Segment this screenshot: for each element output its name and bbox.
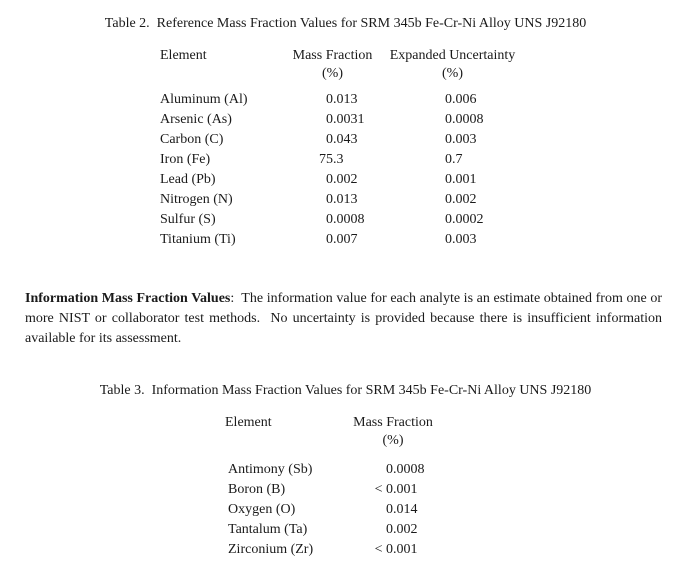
uncertainty-value: 0 .003 (445, 132, 477, 147)
mass-fraction-value: 0 .014 (386, 502, 418, 517)
element-name: Nitrogen (N) (160, 192, 233, 207)
table-row (0, 520, 673, 540)
mass-fraction-value: 0 .013 (326, 92, 358, 107)
table3-header-units-row (0, 432, 673, 450)
element-name: Oxygen (O) (228, 502, 296, 517)
paragraph-bold-label: Information Mass Fraction Values (25, 291, 231, 306)
element-name: Lead (Pb) (160, 172, 216, 187)
mass-fraction-value: 0 .0031 (326, 112, 365, 127)
table-row (0, 230, 673, 250)
table3-column-header-element: Element (225, 415, 272, 430)
mass-fraction-value: 0 .013 (326, 192, 358, 207)
element-name: Carbon (C) (160, 132, 224, 147)
information-paragraph (25, 289, 666, 349)
element-name: Titanium (Ti) (160, 232, 236, 247)
uncertainty-value: 0 .0002 (445, 212, 484, 227)
mass-fraction-value: 75 .3 (319, 152, 344, 167)
element-name: Sulfur (S) (160, 212, 216, 227)
table3-element-unit-spacer (225, 432, 343, 450)
uncertainty-value: 0 .0008 (445, 112, 484, 127)
element-name: Tantalum (Ta) (228, 522, 308, 537)
table3-column-header-mass-fraction: Mass Fraction (353, 415, 433, 430)
element-name: Zirconium (Zr) (228, 542, 314, 557)
paragraph-text: : The information value for each analyte is an estimate obtained from one or more NIST or collaborator test methods. No uncertainty is provided because there is insufficient information available for its assessment. (25, 291, 666, 346)
mass-fraction-value: 0 .0008 (326, 212, 365, 227)
table2-header-units-row (0, 65, 673, 83)
table-row (0, 150, 673, 170)
table3-header-row (0, 414, 673, 432)
table2-title: Table 2. Reference Mass Fraction Values for SRM 345b Fe-Cr-Ni Alloy UNS J92180 (104, 16, 587, 31)
mass-fraction-value: < 0 .001 (374, 482, 418, 497)
table-row (0, 130, 673, 150)
element-name: Boron (B) (228, 482, 286, 497)
mass-fraction-value: 0 .007 (326, 232, 358, 247)
table-row (0, 210, 673, 230)
element-name: Aluminum (Al) (160, 92, 248, 107)
mass-fraction-value: 0 .002 (326, 172, 358, 187)
element-name: Iron (Fe) (160, 152, 211, 167)
table3-body (0, 460, 673, 560)
uncertainty-value: 0 .002 (445, 192, 477, 207)
table-row (0, 190, 673, 210)
uncertainty-value: 0 .001 (445, 172, 477, 187)
table2-column-header-mass-fraction: Mass Fraction (292, 48, 373, 63)
table3-title: Table 3. Information Mass Fraction Values for SRM 345b Fe-Cr-Ni Alloy UNS J92180 (99, 383, 592, 398)
table2-header-row (0, 47, 673, 65)
table-row (0, 460, 673, 480)
table-row (0, 500, 673, 520)
table3-mass-fraction-unit: (%) (382, 433, 404, 448)
table-row (0, 540, 673, 560)
uncertainty-value: 0 .006 (445, 92, 477, 107)
mass-fraction-value: < 0 .001 (374, 542, 418, 557)
uncertainty-value: 0 .7 (445, 152, 463, 167)
table2-uncertainty-unit: (%) (442, 66, 463, 81)
table-row (0, 90, 673, 110)
table2-column-header-element: Element (160, 48, 207, 63)
mass-fraction-value: 0 .002 (386, 522, 418, 537)
table2-body (0, 90, 673, 250)
mass-fraction-value: 0 .0008 (386, 462, 425, 477)
table-row (0, 110, 673, 130)
mass-fraction-value: 0 .043 (326, 132, 358, 147)
table-row (0, 170, 673, 190)
element-name: Arsenic (As) (160, 112, 232, 127)
table-row (0, 480, 673, 500)
table2-element-unit-spacer (160, 65, 280, 83)
table2-mass-fraction-unit: (%) (322, 66, 343, 81)
element-name: Antimony (Sb) (228, 462, 313, 477)
uncertainty-value: 0 .003 (445, 232, 477, 247)
table2-column-header-expanded-uncertainty: Expanded Uncertainty (389, 48, 516, 63)
